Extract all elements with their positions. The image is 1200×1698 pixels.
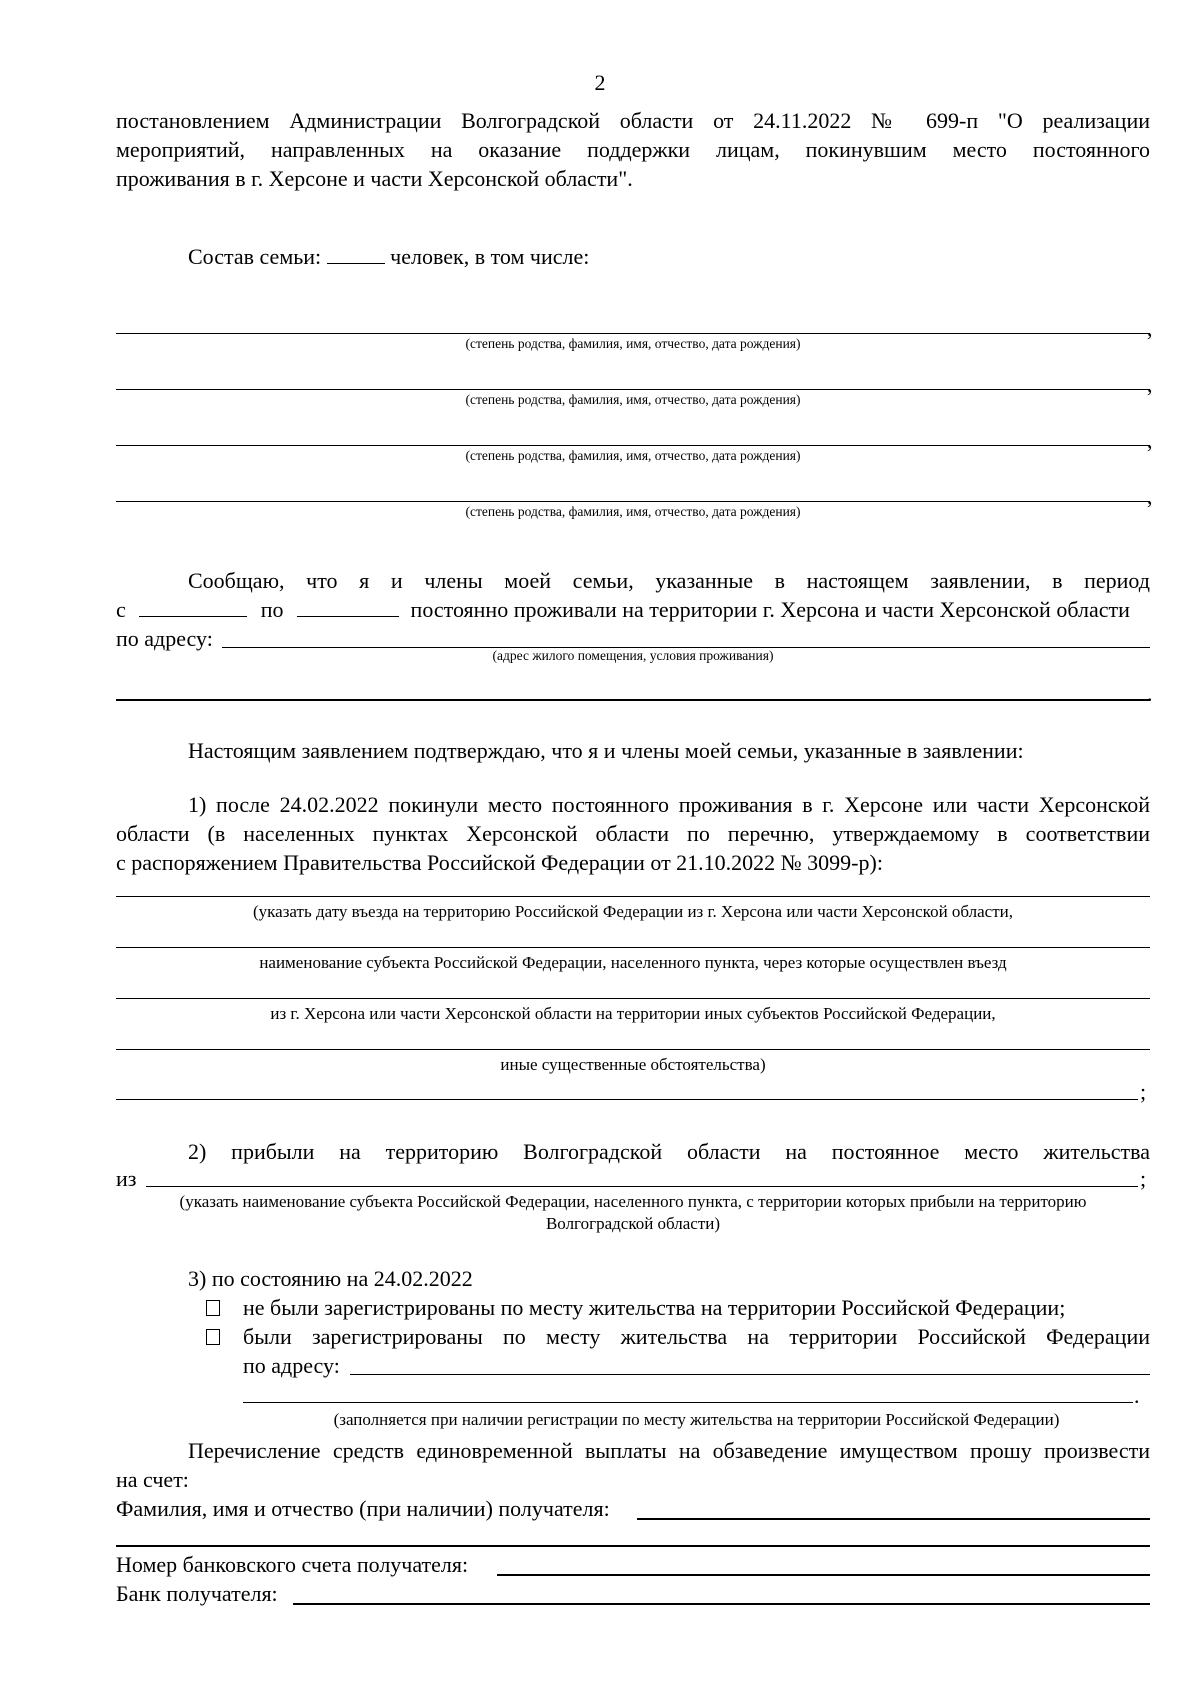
bank-name-field[interactable] — [293, 1603, 1150, 1605]
item1-field[interactable] — [116, 1049, 1150, 1050]
item1-field[interactable] — [116, 896, 1150, 897]
item2-hint: (указать наименование субъекта Российской Федерации, населенного пункта, с территории которых прибыли на территорию — [179, 1192, 1087, 1211]
confirm-text: Настоящим заявлением подтверждаю, что я и члены моей семьи, указанные в заявлении: — [188, 738, 1024, 763]
checkbox-not-registered[interactable] — [206, 1300, 220, 1316]
semicolon: ; — [1140, 1166, 1147, 1191]
item1-hint: наименование субъекта Российской Федерации, населенного пункта, через которые осуществлен въезд — [259, 953, 1007, 972]
recipient-name-field-2[interactable] — [116, 1545, 1150, 1547]
item2-hint: Волгоградской области) — [545, 1214, 721, 1233]
address-hint: (адрес жилого помещения, условия проживания) — [492, 648, 774, 663]
comma: , — [1147, 428, 1153, 453]
intro-line: проживания в г. Херсоне и части Херсонской области". — [116, 166, 633, 191]
item1-hint: иные существенные обстоятельства) — [500, 1055, 766, 1074]
account-label: Номер банковского счета получателя: — [116, 1552, 469, 1577]
item3-option-2-label: были зарегистрированы по месту жительства на территории Российской Федерации — [243, 1324, 1150, 1349]
item2-from-label: из — [116, 1166, 137, 1191]
item1-line: с распоряжением Правительства Российской Федерации от 21.10.2022 № 3099-р): — [116, 850, 883, 875]
family-member-field[interactable] — [116, 445, 1150, 446]
recipient-name-label: Фамилия, имя и отчество (при наличии) получателя: — [116, 1496, 610, 1521]
family-member-field[interactable] — [116, 501, 1150, 502]
semicolon: ; — [1140, 1079, 1147, 1104]
payment-line: на счет: — [116, 1467, 189, 1492]
item3-address-field[interactable] — [350, 1374, 1150, 1375]
family-count-field[interactable] — [327, 243, 385, 264]
family-member-hint: (степень родства, фамилия, имя, отчество, дата рождения) — [465, 448, 801, 463]
family-member-hint: (степень родства, фамилия, имя, отчество, дата рождения) — [465, 336, 801, 351]
recipient-name-field[interactable] — [637, 1518, 1150, 1520]
item1-hint: из г. Херсона или части Херсонской области на территории иных субъектов Российской Федерации, — [270, 1004, 996, 1023]
family-member-hint: (степень родства, фамилия, имя, отчество, дата рождения) — [465, 392, 801, 407]
period-from-field[interactable] — [139, 596, 247, 617]
item1-field[interactable] — [116, 998, 1150, 999]
item3-address-label: по адресу: — [243, 1353, 340, 1378]
page-number: 2 — [594, 70, 606, 95]
family-member-field[interactable] — [116, 389, 1150, 390]
period-mark: . — [1147, 681, 1153, 706]
family-count-row — [188, 242, 589, 271]
intro-line: мероприятий, направленных на оказание поддержки лицам, покинувшим место постоянного — [116, 137, 1150, 162]
family-member-hint: (степень родства, фамилия, имя, отчество, дата рождения) — [465, 504, 801, 519]
family-suffix: человек, в том числе: — [390, 244, 590, 269]
period-mark: . — [1134, 1383, 1140, 1408]
item1-line: области (в населенных пунктах Херсонской области по перечню, утверждаемому в соответствии — [116, 821, 1150, 846]
residence-rest: постоянно проживали на территории г. Херсона и части Херсонской области — [410, 597, 1130, 622]
address-label: по адресу: — [116, 626, 213, 651]
comma: , — [1147, 372, 1153, 397]
residence-period-row — [116, 595, 1130, 624]
item1-hint: (указать дату въезда на территорию Российской Федерации из г. Херсона или части Херсонской области, — [252, 902, 1013, 921]
item3-hint: (заполняется при наличии регистрации по месту жительства на территории Российской Федерации) — [333, 1410, 1060, 1429]
item3-address-field-2[interactable] — [243, 1402, 1133, 1403]
family-prefix: Состав семьи: — [188, 244, 322, 269]
account-number-field[interactable] — [497, 1574, 1150, 1576]
payment-line: Перечисление средств единовременной выплаты на обзаведение имуществом прошу произвести — [188, 1438, 1150, 1463]
bank-label: Банк получателя: — [116, 1581, 278, 1606]
comma: , — [1147, 484, 1153, 509]
item2-line: 2) прибыли на территорию Волгоградской области на постоянное место жительства — [188, 1139, 1150, 1164]
period-to-label: по — [260, 597, 284, 622]
period-to-field[interactable] — [297, 596, 399, 617]
item3-option-1-label: не были зарегистрированы по месту жительства на территории Российской Федерации; — [243, 1295, 1066, 1320]
item3-title: 3) по состоянию на 24.02.2022 — [188, 1266, 473, 1291]
comma: , — [1147, 316, 1153, 341]
residence-line: Сообщаю, что я и члены моей семьи, указанные в настоящем заявлении, в период — [188, 568, 1150, 593]
family-member-field[interactable] — [116, 333, 1150, 334]
item2-origin-field[interactable] — [146, 1186, 1138, 1187]
item1-field[interactable] — [116, 947, 1150, 948]
period-from-label: с — [116, 597, 126, 622]
item3-option-2 — [206, 1322, 220, 1351]
item3-option-1 — [206, 1293, 220, 1322]
item1-line: 1) после 24.02.2022 покинули место постоянного проживания в г. Херсоне или части Херсонской — [188, 792, 1150, 817]
checkbox-registered[interactable] — [206, 1329, 220, 1345]
item1-field[interactable] — [116, 1099, 1138, 1100]
intro-line: постановлением Администрации Волгоградской области от 24.11.2022 № 699-п "О реализации — [116, 108, 1150, 133]
residence-address-field-2[interactable] — [116, 699, 1150, 701]
